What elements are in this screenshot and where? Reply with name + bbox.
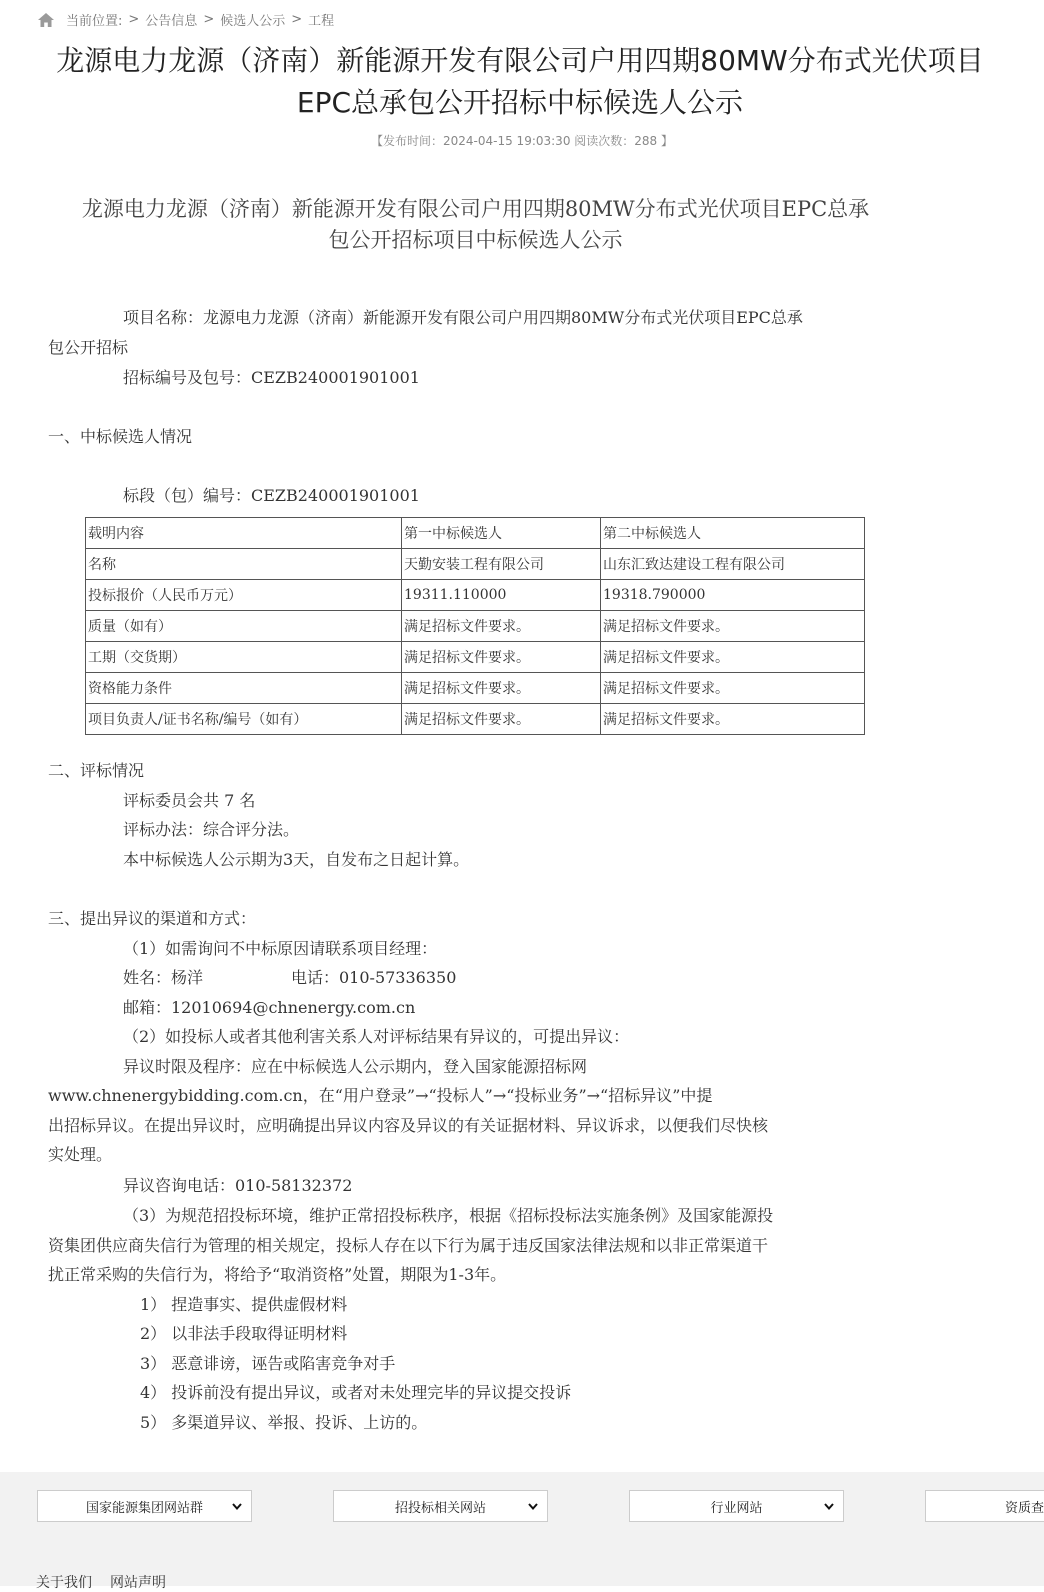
table-cell: 满足招标文件要求。 xyxy=(402,704,601,735)
breadcrumb-link-announcements[interactable]: 公告信息 xyxy=(145,14,198,29)
industry-sites-select[interactable] xyxy=(629,1490,844,1522)
qualification-sites-select[interactable] xyxy=(925,1490,1044,1522)
document-title-line: 龙源电力龙源（济南）新能源开发有限公司户用四期80MW分布式光伏项目EPC总承 xyxy=(81,197,870,221)
breadcrumb-separator: > xyxy=(291,12,303,27)
breadcrumb-separator: > xyxy=(203,12,215,27)
objection-phone: 异议咨询电话：010-58132372 xyxy=(123,1176,353,1195)
document-title xyxy=(48,194,903,256)
breadcrumb xyxy=(38,10,334,29)
objection-item: （2）如投标人或者其他利害关系人对评标结果有异议的，可提出异议： xyxy=(123,1027,630,1046)
violation-item: 1） 捏造事实、提供虚假材料 xyxy=(140,1295,348,1314)
table-cell: 满足招标文件要求。 xyxy=(601,642,865,673)
candidates-table xyxy=(85,517,865,735)
table-row xyxy=(86,611,865,642)
chevron-down-icon xyxy=(527,1500,539,1512)
table-cell: 满足招标文件要求。 xyxy=(601,611,865,642)
table-row xyxy=(86,642,865,673)
publish-meta: 【发布时间：2024-04-15 19:03:30 阅读次数：288 】 xyxy=(371,134,673,148)
section-heading-candidates: 一、中标候选人情况 xyxy=(48,427,193,446)
chevron-down-icon xyxy=(231,1500,243,1512)
violation-item: 5） 多渠道异议、举报、投诉、上访的。 xyxy=(140,1413,428,1432)
contact-phone: 电话：010-57336350 xyxy=(291,968,457,987)
table-row xyxy=(86,549,865,580)
committee-count: 评标委员会共 7 名 xyxy=(123,791,256,810)
table-cell: 满足招标文件要求。 xyxy=(402,611,601,642)
table-cell: 19311.110000 xyxy=(402,580,601,611)
table-cell: 天勤安装工程有限公司 xyxy=(402,549,601,580)
table-row xyxy=(86,704,865,735)
contact-email: 邮箱：12010694@chnenergy.com.cn xyxy=(123,998,416,1017)
breadcrumb-label: 当前位置: xyxy=(66,14,123,29)
chevron-down-icon xyxy=(823,1500,835,1512)
breadcrumb-separator: > xyxy=(128,12,140,27)
evaluation-method: 评标办法：综合评分法。 xyxy=(123,820,300,839)
group-sites-select[interactable] xyxy=(37,1490,252,1522)
project-name-cont: 包公开招标 xyxy=(48,338,129,357)
table-cell: 满足招标文件要求。 xyxy=(402,642,601,673)
inquiry-item: （1）如需询问不中标原因请联系项目经理： xyxy=(123,939,438,958)
footer-links xyxy=(36,1572,166,1592)
table-header-row xyxy=(86,518,865,549)
violation-item: 4） 投诉前没有提出异议，或者对未处理完毕的异议提交投诉 xyxy=(140,1383,572,1402)
home-icon[interactable] xyxy=(38,13,54,27)
table-cell: 资格能力条件 xyxy=(86,673,402,704)
table-cell: 名称 xyxy=(86,549,402,580)
document-title-line: 包公开招标项目中标候选人公示 xyxy=(328,228,623,252)
dishonesty-item-cont: 扰正常采购的失信行为，将给予“取消资格”处置，期限为1-3年。 xyxy=(48,1265,507,1284)
contact-name: 姓名：杨洋 xyxy=(123,968,204,987)
select-value: 国家能源集团网站群 xyxy=(85,1500,203,1516)
section-heading-evaluation: 二、评标情况 xyxy=(48,761,145,780)
bid-number: 招标编号及包号：CEZB240001901001 xyxy=(123,368,420,387)
publicity-period: 本中标候选人公示期为3天，自发布之日起计算。 xyxy=(123,850,470,869)
section-heading-objection: 三、提出异议的渠道和方式： xyxy=(48,909,257,928)
table-cell: 投标报价（人民币万元） xyxy=(86,580,402,611)
objection-procedure-cont: 出招标异议。在提出异议时，应明确提出异议内容及异议的有关证据材料、异议诉求，以便我们尽快核 xyxy=(48,1116,769,1135)
violation-item: 3） 恶意诽谤，诬告或陷害竞争对手 xyxy=(140,1354,396,1373)
page-title-line: EPC总承包公开招标中标候选人公示 xyxy=(296,86,744,119)
table-row xyxy=(86,580,865,611)
select-value: 资质查 xyxy=(1004,1500,1044,1516)
table-cell: 质量（如有） xyxy=(86,611,402,642)
page-title-line: 龙源电力龙源（济南）新能源开发有限公司户用四期80MW分布式光伏项目 xyxy=(56,44,984,77)
table-row xyxy=(86,673,865,704)
violation-item: 2） 以非法手段取得证明材料 xyxy=(140,1324,348,1343)
table-cell: 满足招标文件要求。 xyxy=(601,704,865,735)
dishonesty-item-cont: 资集团供应商失信行为管理的相关规定，投标人存在以下行为属于违反国家法律法规和以非正常渠道干 xyxy=(48,1236,769,1255)
bidding-sites-select[interactable] xyxy=(333,1490,548,1522)
table-cell: 满足招标文件要求。 xyxy=(601,673,865,704)
project-name: 项目名称：龙源电力龙源（济南）新能源开发有限公司户用四期80MW分布式光伏项目EPC总承 xyxy=(123,308,803,327)
objection-procedure: 异议时限及程序：应在中标候选人公示期内，登入国家能源招标网 xyxy=(123,1057,588,1076)
dishonesty-item: （3）为规范招投标环境，维护正常招投标秩序，根据《招标投标法实施条例》及国家能源投 xyxy=(123,1206,774,1225)
objection-procedure-cont: www.chnenergybidding.com.cn，在“用户登录”→“投标人”→“投标业务”→“招标异议”中提 xyxy=(48,1086,713,1105)
page-title xyxy=(40,40,1000,124)
breadcrumb-link-candidates[interactable]: 候选人公示 xyxy=(220,14,286,29)
lot-number: 标段（包）编号：CEZB240001901001 xyxy=(123,486,420,505)
breadcrumb-link-engineering[interactable]: 工程 xyxy=(308,14,335,29)
table-header-cell: 第一中标候选人 xyxy=(402,518,601,549)
table-cell: 山东汇致达建设工程有限公司 xyxy=(601,549,865,580)
table-header-cell: 载明内容 xyxy=(86,518,402,549)
table-cell: 工期（交货期） xyxy=(86,642,402,673)
footer xyxy=(0,1472,1044,1591)
table-cell: 项目负责人/证书名称/编号（如有） xyxy=(86,704,402,735)
footer-link-about[interactable]: 关于我们 xyxy=(36,1575,92,1591)
select-value: 行业网站 xyxy=(710,1500,763,1516)
table-header-cell: 第二中标候选人 xyxy=(601,518,865,549)
table-cell: 19318.790000 xyxy=(601,580,865,611)
footer-link-statement[interactable]: 网站声明 xyxy=(110,1575,166,1591)
table-cell: 满足招标文件要求。 xyxy=(402,673,601,704)
objection-procedure-cont: 实处理。 xyxy=(48,1145,113,1164)
select-value: 招投标相关网站 xyxy=(394,1500,486,1516)
